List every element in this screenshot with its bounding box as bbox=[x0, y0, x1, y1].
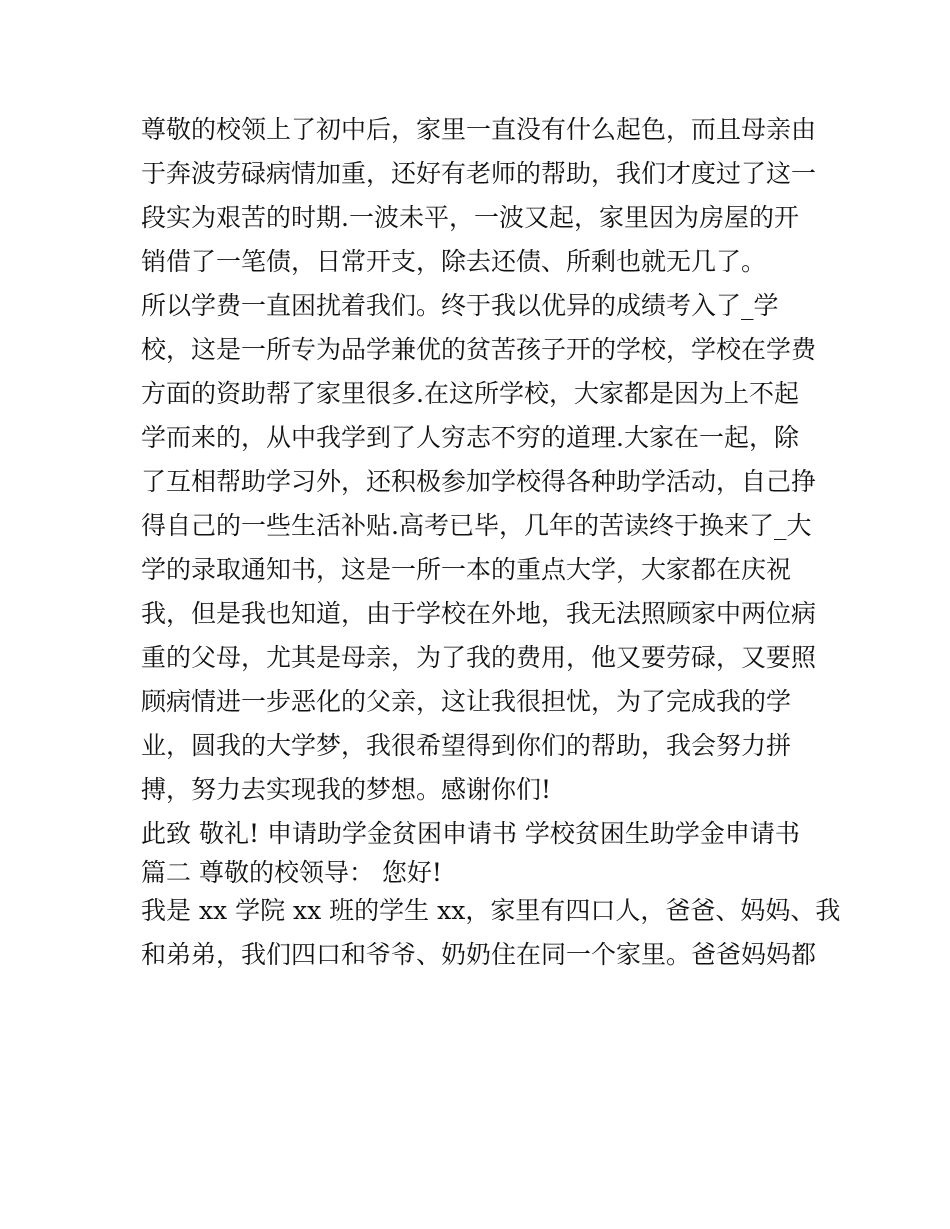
text-line: 校，这是一所专为品学兼优的贫苦孩子开的学校，学校在学费 bbox=[141, 335, 817, 364]
text-line: 我是 xx 学院 xx 班的学生 xx，家里有四口人，爸爸、妈妈、我 bbox=[141, 896, 841, 925]
text-line: 了互相帮助学习外，还积极参加学校得各种助学活动，自己挣 bbox=[141, 467, 817, 496]
text-line: 学的录取通知书，这是一所一本的重点大学，大家都在庆祝 bbox=[141, 555, 792, 584]
text-line: 和弟弟，我们四口和爷爷、奶奶住在同一个家里。爸爸妈妈都 bbox=[141, 940, 817, 969]
text-line: 重的父母，尤其是母亲，为了我的费用，他又要劳碌，又要照 bbox=[141, 643, 817, 672]
text-line: 销借了一笔债，日常开支，除去还债、所剩也就无几了。 bbox=[141, 247, 767, 276]
text-line: 顾病情进一步恶化的父亲，这让我很担忧，为了完成我的学 bbox=[141, 687, 792, 716]
text-line: 尊敬的校领上了初中后，家里一直没有什么起色，而且母亲由 bbox=[141, 115, 817, 144]
text-line: 此致 敬礼! 申请助学金贫困申请书 学校贫困生助学金申请书 bbox=[141, 819, 800, 848]
text-line: 得自己的一些生活补贴.高考已毕，几年的苦读终于换来了_大 bbox=[141, 511, 812, 540]
text-line: 篇二 尊敬的校领导： 您好! bbox=[141, 858, 442, 887]
text-line: 方面的资助帮了家里很多.在这所学校，大家都是因为上不起 bbox=[141, 379, 799, 408]
text-line: 所以学费一直困扰着我们。终于我以优异的成绩考入了_学 bbox=[141, 291, 779, 320]
body-text bbox=[141, 108, 841, 977]
text-line: 于奔波劳碌病情加重，还好有老师的帮助，我们才度过了这一 bbox=[141, 159, 817, 188]
text-line: 业，圆我的大学梦，我很希望得到你们的帮助，我会努力拼 bbox=[141, 731, 792, 760]
text-line: 段实为艰苦的时期.一波未平，一波又起，家里因为房屋的开 bbox=[141, 203, 799, 232]
text-line: 学而来的，从中我学到了人穷志不穷的道理.大家在一起，除 bbox=[141, 423, 799, 452]
text-line: 搏，努力去实现我的梦想。感谢你们! bbox=[141, 775, 552, 804]
text-line: 我，但是我也知道，由于学校在外地，我无法照顾家中两位病 bbox=[141, 599, 817, 628]
